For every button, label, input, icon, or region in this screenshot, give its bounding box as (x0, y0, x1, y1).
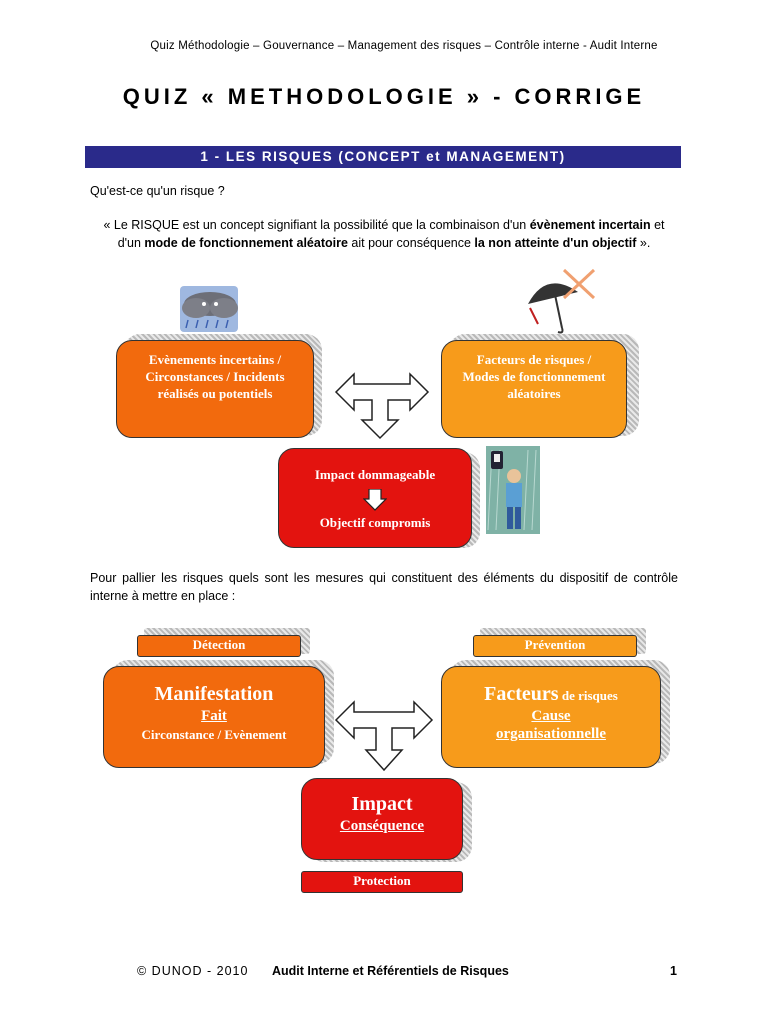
prevention-tag: Prévention (473, 635, 637, 657)
down-arrow-icon (363, 489, 387, 511)
crossed-umbrella-icon (516, 266, 596, 338)
question-measures: Pour pallier les risques quels sont les mesures qui constituent des éléments du dispositif de contrôle interne à mettre en place : (90, 571, 678, 603)
impact-box (278, 448, 472, 548)
impact-title: Impact (351, 793, 413, 815)
protection-tag: Protection (301, 871, 463, 893)
factors-box (441, 666, 661, 768)
three-way-arrow-icon (332, 690, 436, 772)
risk-factors-box (441, 340, 627, 438)
objective-compromised-label: Objectif compromis (319, 515, 431, 530)
question-risk: Qu'est-ce qu'un risque ? (90, 184, 225, 198)
def-text-2: et d'un (117, 218, 665, 250)
impact-damage-label: Impact dommageable (314, 467, 436, 482)
running-header: Quiz Méthodologie – Gouvernance – Management des risques – Contrôle interne - Audit Interne (150, 40, 658, 52)
def-bold-2: mode de fonctionnement aléatoire (144, 236, 348, 250)
detection-tag: Détection (137, 635, 301, 657)
risk-definition (100, 216, 668, 252)
section-heading: 1 - LES RISQUES (CONCEPT et MANAGEMENT) (85, 146, 681, 168)
factors-cause: Cause (531, 708, 571, 724)
rain-person-icon (486, 446, 540, 534)
def-text-3: ait pour conséquence (347, 236, 475, 250)
storm-cloud-icon (170, 284, 250, 336)
uncertain-events-box (116, 340, 314, 438)
factors-title: Facteurs (484, 683, 559, 705)
manifestation-fact: Fait (201, 708, 227, 724)
page-title: QUIZ « METHODOLOGIE » - CORRIGE (122, 84, 646, 109)
risk-factors-label: Facteurs de risques / Modes de fonctionnement aléatoires (462, 352, 606, 401)
def-text-4: ». (636, 236, 651, 250)
manifestation-box (103, 666, 325, 768)
def-text-1: « Le RISQUE est un concept signifiant la possibilité que la combinaison d'un (103, 218, 530, 232)
manifestation-title: Manifestation (154, 683, 274, 705)
factors-organisational: organisationnelle (495, 726, 606, 742)
def-bold-3: la non atteinte d'un objectif (474, 236, 637, 250)
manifestation-circumstance: Circonstance / Evènement (141, 727, 287, 742)
page-number: 1 (670, 964, 677, 978)
def-bold-1: évènement incertain (529, 218, 651, 232)
uncertain-events-label: Evènements incertains / Circonstances / Incidents réalisés ou potentiels (145, 352, 285, 401)
impact-consequence: Conséquence (339, 818, 425, 834)
factors-title-suffix: de risques (558, 688, 618, 703)
three-way-arrow-icon (332, 364, 432, 440)
footer-copyright: © DUNOD - 2010 (137, 964, 249, 978)
impact-consequence-box (301, 778, 463, 860)
footer-book-title: Audit Interne et Référentiels de Risques (272, 964, 509, 978)
